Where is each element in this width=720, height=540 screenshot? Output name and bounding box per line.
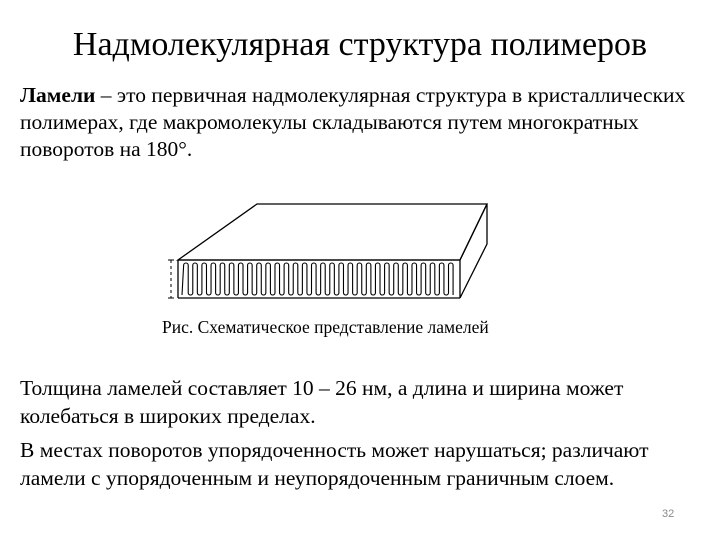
intro-paragraph xyxy=(20,82,710,163)
intro-term: Ламели xyxy=(20,83,96,107)
intro-text: – это первичная надмолекулярная структура в кристаллических полимерах, где макромолекулы складываются путем многократных поворотов на 180°. xyxy=(20,83,686,161)
lamella-diagram xyxy=(160,198,490,308)
paragraph-thickness: Толщина ламелей составляет 10 – 26 нм, а длина и ширина может колебаться в широких пределах. xyxy=(20,376,624,428)
paragraph-turns: В местах поворотов упорядоченность может нарушаться; различают ламели с упорядоченным и неупорядоченным граничным слоем. xyxy=(20,438,649,490)
body-text xyxy=(20,374,710,498)
folded-chains xyxy=(182,263,453,295)
page-number: 32 xyxy=(662,508,675,520)
slide-title: Надмолекулярная структура полимеров xyxy=(72,26,648,63)
lamella-side-face xyxy=(460,204,487,298)
lamella-top-face xyxy=(178,204,487,260)
figure-caption: Рис. Схематическое представление ламелей xyxy=(162,317,489,337)
